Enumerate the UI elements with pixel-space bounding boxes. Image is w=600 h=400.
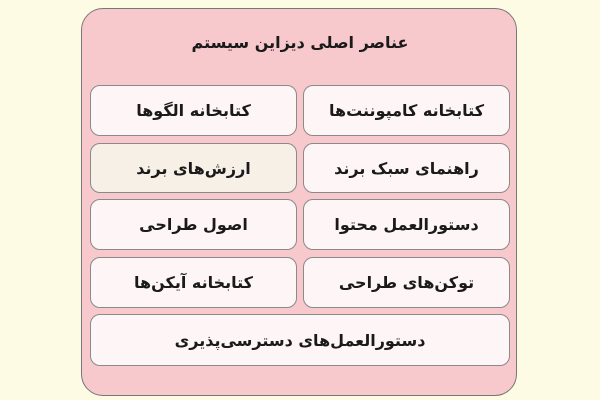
design-principles-box: اصول طراحی (90, 199, 297, 250)
component-library-box: کتابخانه کامپوننت‌ها (303, 85, 510, 136)
pattern-library-box: کتابخانه الگوها (90, 85, 297, 136)
brand-style-guide-box: راهنمای سبک برند (303, 143, 510, 193)
diagram-title: عناصر اصلی دیزاین سیستم (191, 33, 409, 52)
content-guidelines-box: دستورالعمل محتوا (303, 199, 510, 250)
icon-library-box: کتابخانه آیکن‌ها (90, 257, 297, 308)
accessibility-guidelines-box: دستورالعمل‌های دسترسی‌پذیری (90, 314, 510, 366)
brand-values-box: ارزش‌های برند (90, 143, 297, 193)
design-tokens-box: توکن‌های طراحی (303, 257, 510, 308)
